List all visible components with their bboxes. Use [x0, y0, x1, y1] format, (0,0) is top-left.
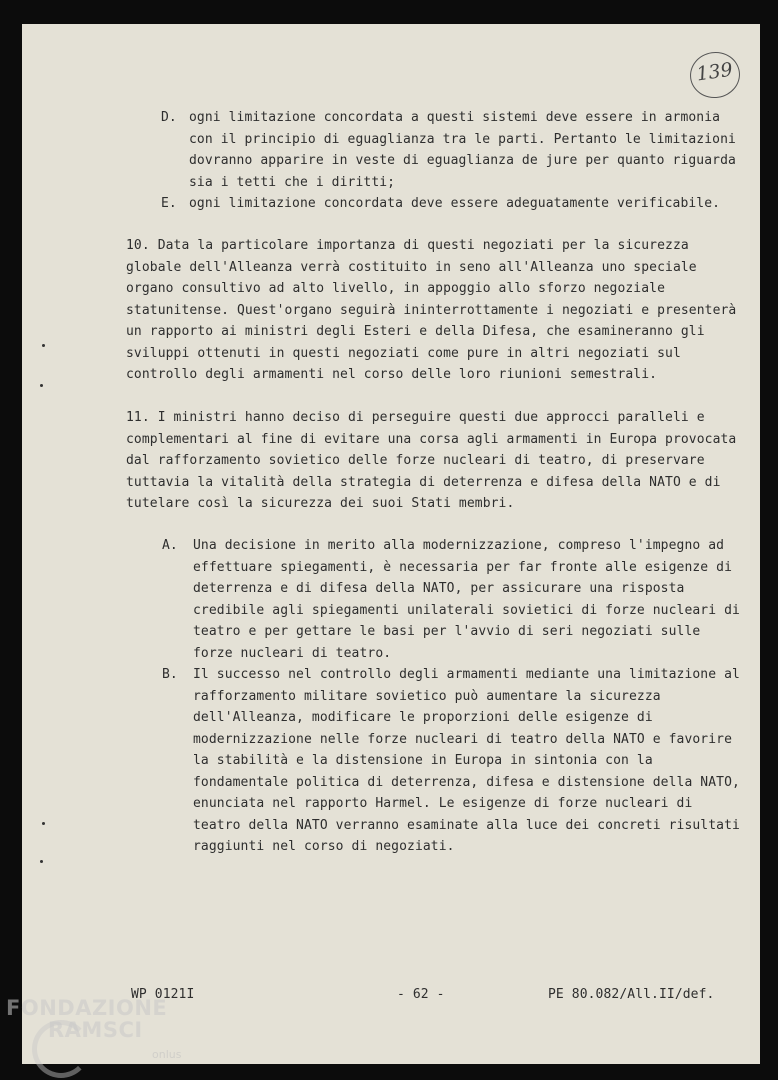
paragraph-11-line: complementari al fine di evitare una corsa agli armamenti in Europa provocata	[126, 431, 737, 447]
watermark-logo	[4, 996, 204, 1076]
punch-mark	[40, 384, 43, 387]
watermark-line3: onlus	[152, 1048, 182, 1061]
paragraph-10-line: globale dell'Alleanza verrà costituito in seno all'Alleanza uno speciale	[126, 259, 697, 275]
paragraph-11-line: 11. I ministri hanno deciso di perseguire questi due approcci paralleli e	[126, 410, 705, 425]
list-item-line: enunciata nel rapporto Harmel. Le esigenze di forze nucleari di	[193, 796, 693, 811]
watermark-line1: FONDAZIONE	[6, 996, 168, 1020]
list-item-line: con il principio di eguaglianza tra le parti. Pertanto le limitazioni	[189, 131, 736, 147]
watermark-line2: RAMSCI	[48, 1018, 143, 1042]
list-item-marker: E.	[161, 196, 177, 211]
paragraph-10-line: 10. Data la particolare importanza di questi negoziati per la sicurezza	[126, 238, 689, 253]
list-item-marker: B.	[162, 667, 178, 682]
list-item-line: Una decisione in merito alla modernizzazione, compreso l'impegno ad	[193, 538, 725, 553]
list-item-line: la stabilità e la distensione in Europa in sintonia con la	[193, 753, 653, 768]
paragraph-11-line: tuttavia la vitalità della strategia di deterrenza e difesa della NATO e di	[126, 474, 721, 490]
list-item-line: teatro e per gettare le basi per l'avvio di seri negoziati sulle	[193, 624, 701, 639]
paragraph-10-line: un rapporto ai ministri degli Esteri e della Difesa, che esamineranno gli	[126, 324, 705, 339]
footer-page-number: - 62 -	[397, 987, 445, 1002]
list-item-line: modernizzazione nelle forze nucleari di teatro della NATO e favorire	[193, 731, 733, 747]
list-item-line: ogni limitazione concordata deve essere adeguatamente verificabile.	[189, 196, 721, 211]
footer-reference: WP 0121I	[131, 987, 195, 1002]
punch-mark	[42, 344, 45, 347]
paragraph-11-line: dal rafforzamento sovietico delle forze nucleari di teatro, di preservare	[126, 453, 705, 468]
list-item-line: credibile agli spiegamenti unilaterali sovietici di forze nucleari di	[193, 602, 740, 618]
list-item-marker: D.	[161, 110, 177, 125]
list-item-line: fondamentale politica di deterrenza, difesa e distensione della NATO,	[193, 774, 740, 790]
footer-document-code: PE 80.082/All.II/def.	[548, 987, 715, 1002]
list-item-line: deterrenza e di difesa della NATO, per assicurare una risposta	[193, 581, 685, 596]
list-item-line: ogni limitazione concordata a questi sistemi deve essere in armonia	[189, 110, 721, 125]
list-item-line: forze nucleari di teatro.	[193, 645, 392, 661]
list-item-marker: A.	[162, 538, 178, 553]
punch-mark	[42, 822, 45, 825]
list-item-line: effettuare spiegamenti, è necessaria per far fronte alle esigenze di	[193, 559, 733, 575]
list-item-line: raggiunti nel corso di negoziati.	[193, 839, 455, 854]
paragraph-11-line: tutelare così la sicurezza dei suoi Stati membri.	[126, 496, 515, 511]
list-item-line: Il successo nel controllo degli armamenti mediante una limitazione al	[193, 667, 740, 682]
stamp-number: 139	[695, 58, 735, 86]
paragraph-10-line: sviluppi ottenuti in questi negoziati come pure in altri negoziati sul	[126, 345, 681, 361]
list-item-line: teatro della NATO verranno esaminate alla luce dei concreti risultati	[193, 817, 740, 833]
list-item-line: dell'Alleanza, modificare le proporzioni delle esigenze di	[193, 710, 653, 725]
paragraph-10-line: controllo degli armamenti nel corso delle loro riunioni semestrali.	[126, 367, 658, 382]
list-item-line: rafforzamento militare sovietico può aumentare la sicurezza	[193, 688, 661, 704]
list-item-line: sia i tetti che i diritti;	[189, 174, 396, 190]
paragraph-10-line: organo consultivo ad alto livello, in appoggio allo sforzo negoziale	[126, 281, 666, 296]
paragraph-10-line: statunitense. Quest'organo seguirà ininterrottamente i negoziati e presenterà	[126, 302, 737, 318]
punch-mark	[40, 860, 43, 863]
list-item-line: dovranno apparire in veste di eguaglianza de jure per quanto riguarda	[189, 153, 736, 168]
